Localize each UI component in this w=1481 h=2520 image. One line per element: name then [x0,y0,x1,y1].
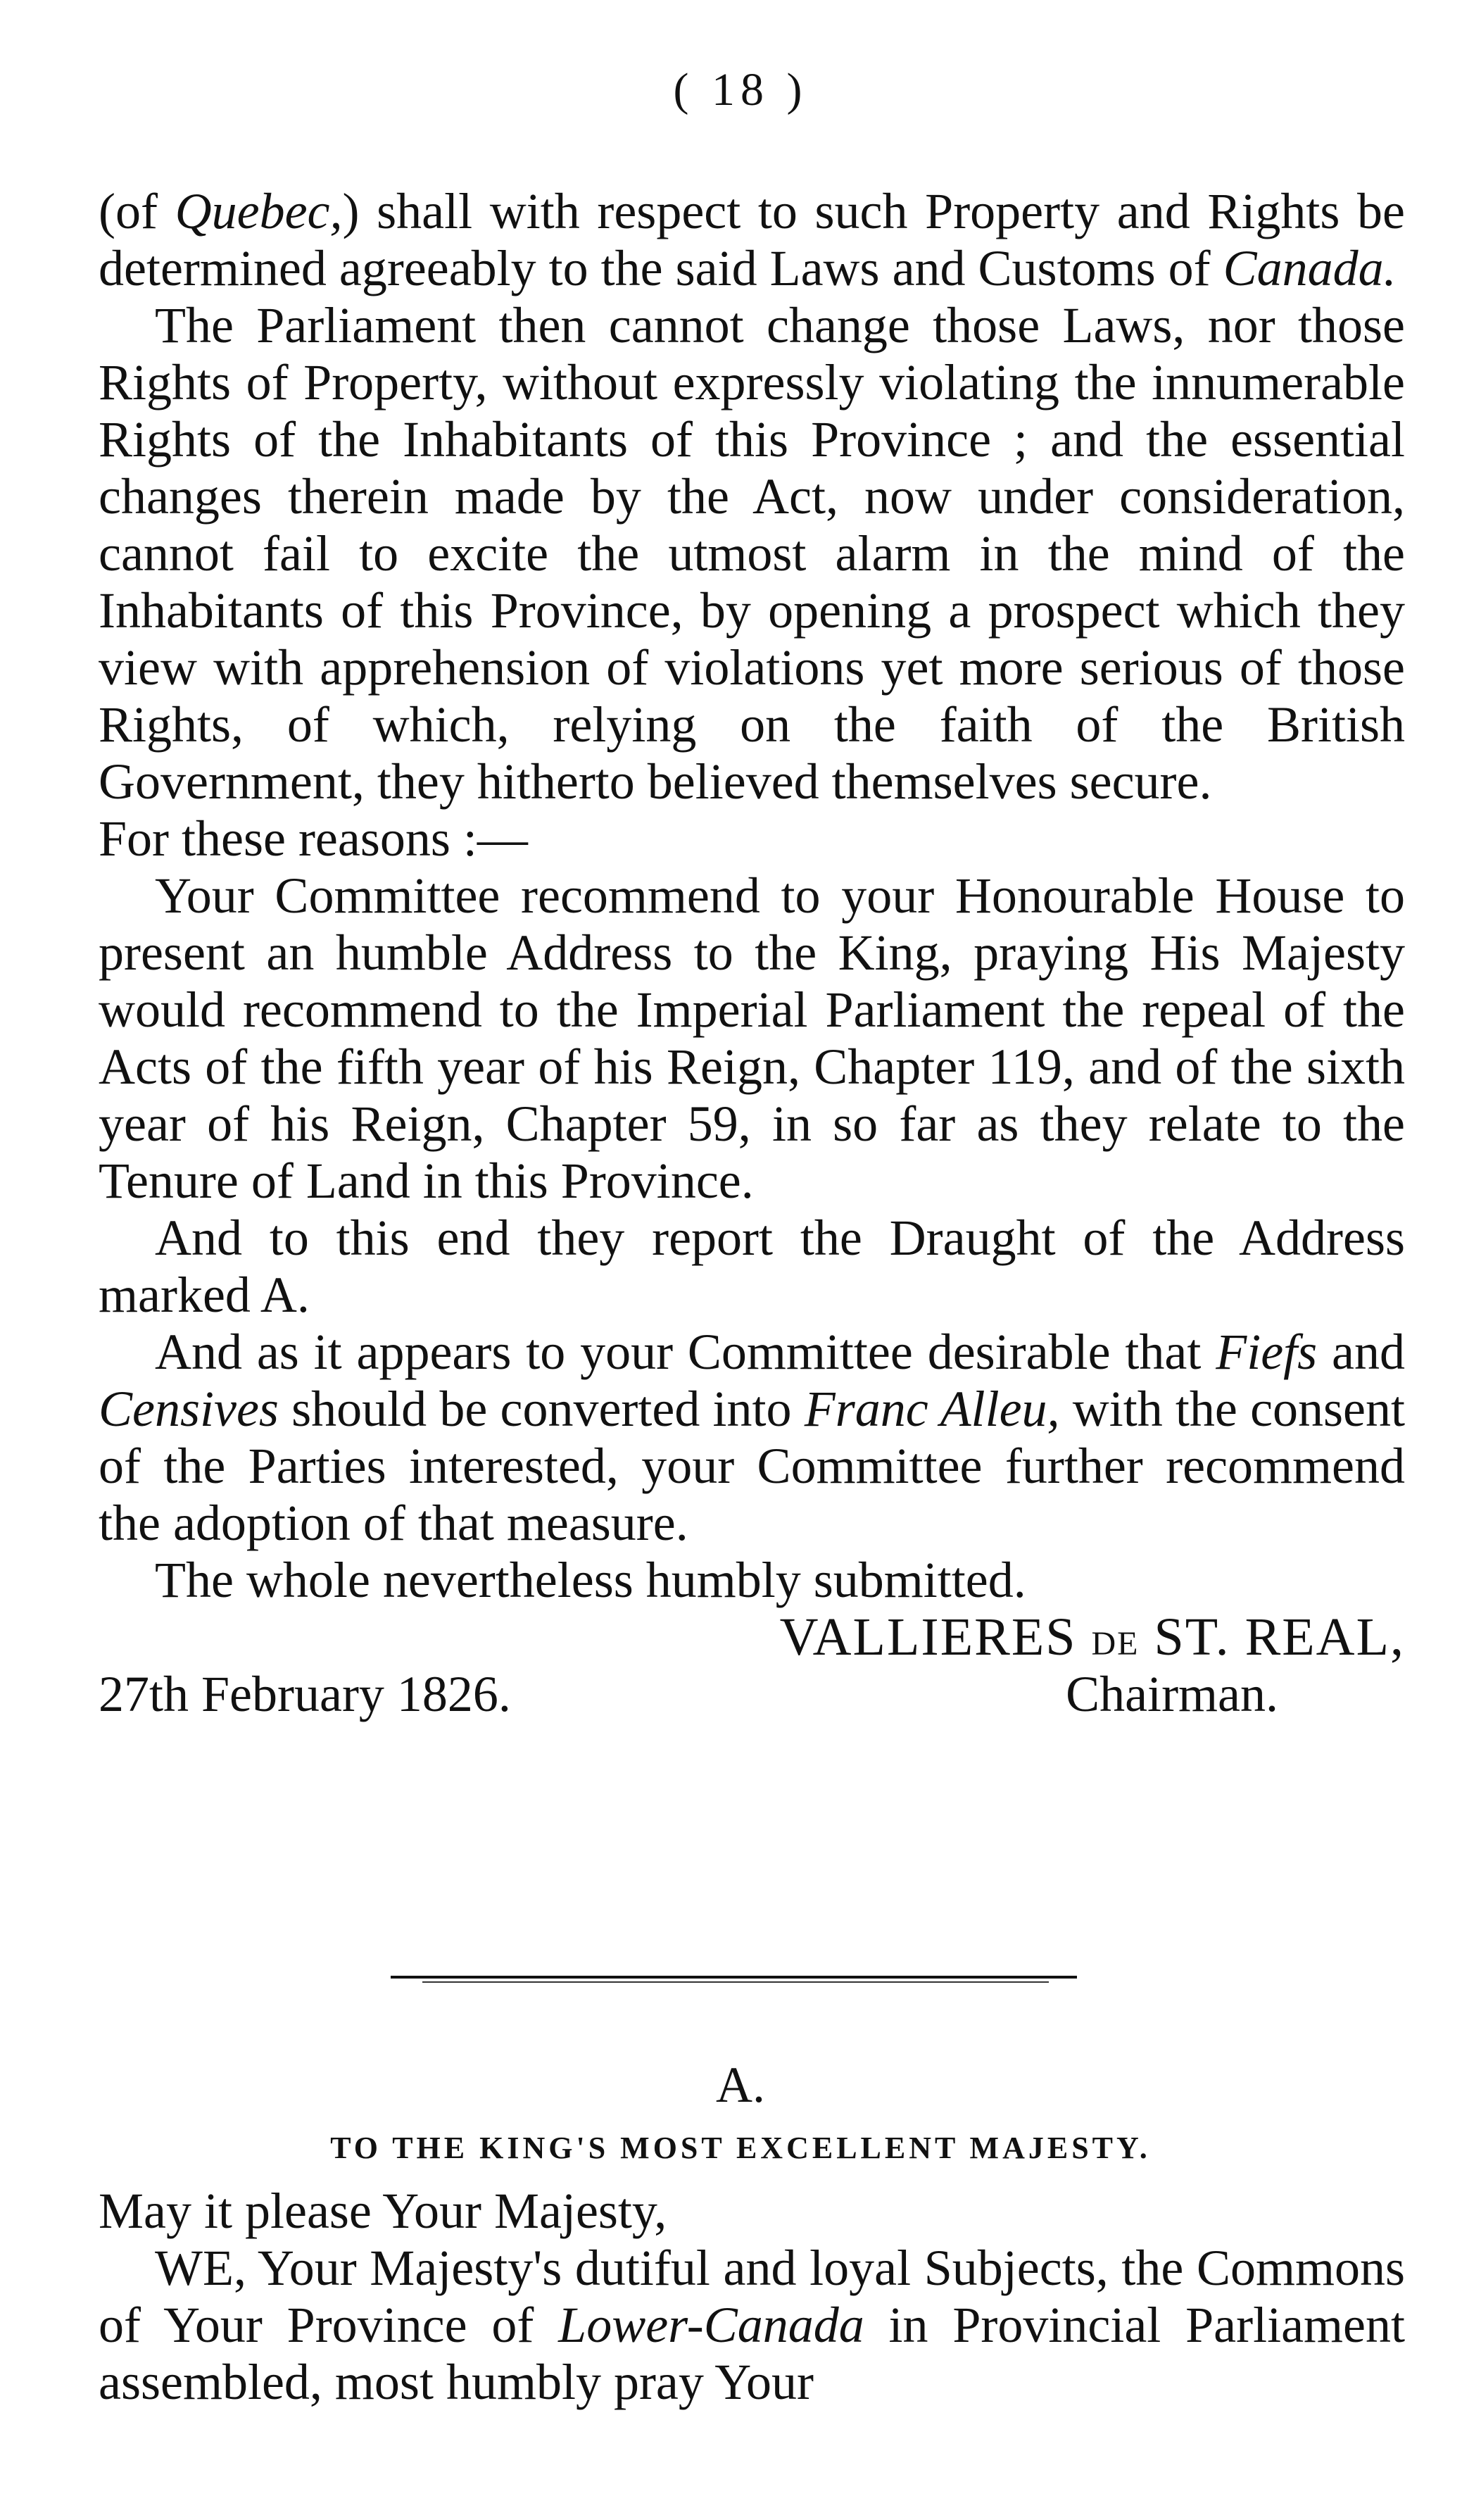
section-divider [391,1976,1077,1979]
page-number: ( 18 ) [673,64,808,115]
text-run: in Provincial Parliament assembled, most humbly pray Your [99,2297,1405,2410]
italic-censives: Censives [99,1381,279,1437]
report-text [99,183,1405,1723]
paragraph-6 [99,1324,1405,1552]
section-divider-thin [422,1981,1049,1983]
salutation: May it please Your Majesty, [99,2183,667,2239]
signer-name-part: ST [1139,1607,1216,1667]
italic-fiefs: Fiefs [1216,1324,1318,1380]
italic-canada: Canada. [1223,240,1397,296]
text-run: ) shall with respect to such Property and Rights be determined agreeably to the said Laws and Customs of [99,183,1406,296]
signer-name-part: . REAL, [1215,1607,1405,1667]
text-run: (of [99,183,175,239]
text-run: WE, Your Majesty's dutiful and loyal Subjects, the Commons of Your Province of [99,2240,1405,2353]
paragraph-4: Your Committee recommend to your Honourable House to present an humble Address to the King, praying His Majesty would recommend to the Imperial Parliament the repeal of the Acts of the fifth year of his Reign, Chapter 119, and of the sixth year of his Reign, Chapter 59, in so far as they relate to the Tenure of Land in this Province. [99,867,1405,1209]
italic-quebec: Quebec, [175,183,343,239]
paragraph-3: For these reasons :— [99,810,528,867]
address-letter: A. [716,2057,765,2113]
italic-lower-canada: Lower-Canada [558,2297,864,2353]
addressee-heading: TO THE KING'S MOST EXCELLENT MAJESTY. [330,2131,1151,2165]
paragraph-5: And to this end they report the Draught of the Address marked A. [99,1210,1405,1323]
italic-franc-alleu: Franc Alleu, [804,1381,1060,1437]
text-run: should be converted into [278,1381,805,1437]
signer-name-particle: DE [1091,1625,1140,1662]
text-run: with the consent of the Parties interested, your Committee further recommend the adoption of that measure. [99,1381,1406,1551]
text-run: And as it appears to your Committee desirable that [155,1324,1216,1380]
paragraph-7: The whole nevertheless humbly submitted. [155,1552,1026,1608]
signer-name [780,1609,1405,1672]
address-text [99,2183,1405,2411]
text-run: and [1317,1324,1405,1380]
paragraph-2: The Parliament then cannot change those Laws, nor those Rights of Property, without expressly violating the innumerable Rights of the Inhabitants of this Province ; and the essential changes therein made by the Act, now under consideration, cannot fail to excite the utmost alarm in the mind of the Inhabitants of this Province, by opening a prospect which they view with apprehension of violations yet more serious of those Rights, of which, relying on the faith of the British Government, they hitherto believed themselves secure. [99,297,1405,810]
report-date: 27th February 1826. [99,1666,511,1722]
signer-name-part: VALLIERES [779,1607,1092,1667]
paragraph-1 [99,183,1405,297]
signer-role: Chairman. [1066,1666,1278,1722]
signature-block [99,1609,1405,1723]
address-paragraph [99,2240,1405,2411]
